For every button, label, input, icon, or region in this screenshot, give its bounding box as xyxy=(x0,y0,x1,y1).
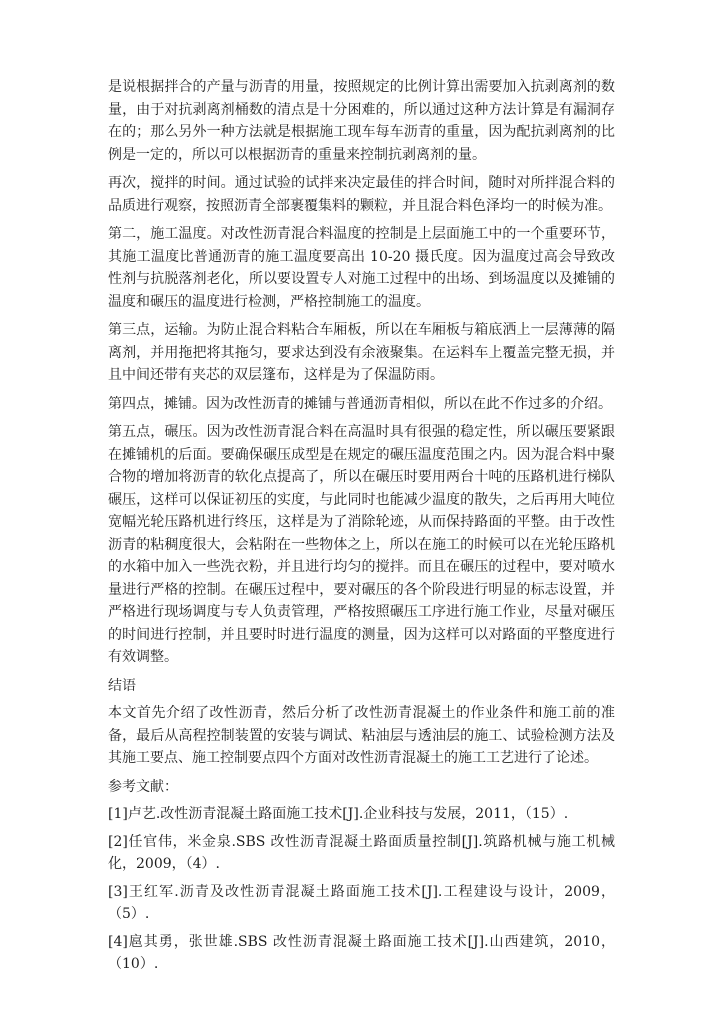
references-heading: 参考文献： xyxy=(108,778,178,795)
paragraph-mixing-time: 再次，搅拌的时间。通过试验的试拌来决定最佳的拌合时间，随时对所拌混合料的品质进行观察，按照沥青全部裹覆集料的颗粒，并且混合料色泽均一的时候为准。 xyxy=(108,175,615,214)
paragraph-compaction: 第五点，碾压。因为改性沥青混合料在高温时具有很强的稳定性，所以碾压要紧跟在摊铺机的后面。要确保碾压成型是在规定的碾压温度范围之内。因为混合料中聚合物的增加将沥青的软化点提高了，所以在碾压时要用两台十吨的压路机进行梯队碾压，这样可以保证初压的实度，与此同时也能减少温度的散失，之后再用大吨位宽幅光轮压路机进行终压，这样是为了消除轮迹，从而保持路面的平整。由于改性沥青的粘稠度很大，会粘附在一些物体之上，所以在施工的时候可以在光轮压路机的水箱中加入一些洗衣粉，并且进行均匀的搅拌。而且在碾压的过程中，要对喷水量进行严格的控制。在碾压过程中，要对碾压的各个阶段进行明显的标志设置，并严格进行现场调度与专人负责管理，严格按照碾压工序进行施工作业，尽量对碾压的时间进行控制，并且要时时进行温度的测量，因为这样可以对路面的平整度进行有效调整。 xyxy=(108,424,615,665)
reference-item: [2]任官伟，米金泉.SBS 改性沥青混凝土路面质量控制[J].筑路机械与施工机械化，2009，（4）. xyxy=(108,833,615,872)
paragraph-construction-temperature: 第二，施工温度。对改性沥青混合料温度的控制是上层面施工中的一个重要环节，其施工温度比普通沥青的施工温度要高出 10-20 摄氏度。因为温度过高会导致改性剂与抗脱落剂老化，所以要设置专人对施工过程中的出场、到场温度以及摊铺的温度和碾压的温度进行检测，严格控制施工的温度。 xyxy=(108,226,615,310)
reference-item: [4]扈其勇，张世雄.SBS 改性沥青混凝土路面施工技术[J].山西建筑，2010，（10）. xyxy=(108,933,615,972)
reference-item: [1]卢艺.改性沥青混凝土路面施工技术[J].企业科技与发展，2011，（15）. xyxy=(108,806,569,822)
paragraph-anti-stripping-agent: 是说根据拌合的产量与沥青的用量，按照规定的比例计算出需要加入抗剥离剂的数量，由于对抗剥离剂桶数的清点是十分困难的，所以通过这种方法计算是有漏洞存在的；那么另外一种方法就是根据施工现车每车沥青的重量，因为配抗剥离剂的比例是一定的，所以可以根据沥青的重量来控制抗剥离剂的量。 xyxy=(108,79,615,163)
paragraph-paving: 第四点，摊铺。因为改性沥青的摊铺与普通沥青相似，所以在此不作过多的介绍。 xyxy=(108,395,612,412)
conclusion-heading: 结语 xyxy=(108,677,136,694)
conclusion-text: 本文首先介绍了改性沥青，然后分析了改性沥青混凝土的作业条件和施工前的准备，最后从高程控制装置的安装与调试、粘油层与透油层的施工、试验检测方法及其施工要点、施工控制要点四个方面对改性沥青混凝土的施工工艺进行了论述。 xyxy=(108,705,615,766)
document-body xyxy=(108,76,615,981)
reference-item: [3]王红军.沥青及改性沥青混凝土路面施工技术[J].工程建设与设计，2009，（5）. xyxy=(108,883,615,922)
paragraph-transport: 第三点，运输。为防止混合料粘合车厢板，所以在车厢板与箱底洒上一层薄薄的隔离剂，并用拖把将其拖匀，要求达到没有余液聚集。在运料车上覆盖完整无损，并且中间还带有夹芯的双层篷布，这样是为了保温防雨。 xyxy=(108,322,615,383)
